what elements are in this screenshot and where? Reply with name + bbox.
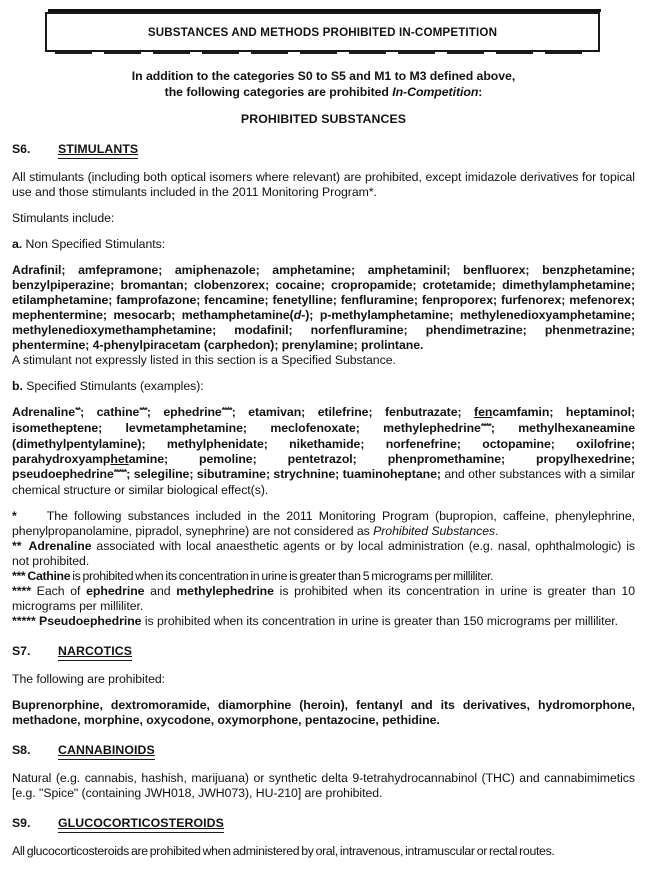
- banner-box: [45, 12, 600, 52]
- text-segment: amine; pemoline; pentetrazol; phenpromethamine; propylhexedrine; pseudoephedrine: [12, 452, 635, 481]
- s7-heading: [12, 644, 635, 661]
- s9-heading: [12, 816, 635, 833]
- intro-line-2: [12, 85, 635, 101]
- text-segment: camfamin; heptaminol; isometheptene; levmetamphetamine; meclofenoxate; methylephedrine: [12, 405, 635, 435]
- s9-paragraph: All glucocorticosteroids are prohibited when administered by oral, intravenous, intramuscular or rectal routes.: [12, 844, 555, 858]
- text-segment: ; selegiline; sibutramine; strychnine; tuaminoheptane;: [126, 467, 441, 481]
- s6-a-label: [12, 237, 635, 252]
- s6-b-substance-list: [12, 405, 635, 498]
- text-segment: Adrenaline: [12, 405, 76, 419]
- text-segment: and: [144, 584, 177, 598]
- intro-block: [12, 69, 635, 100]
- text-segment: Non Specified Stimulants:: [22, 237, 166, 251]
- s7-substance-list: Buprenorphine, dextromoramide, diamorphine (heroin), fentanyl and its derivatives, hydromorphone, methadone, morphine, oxycodone, oxymorphone, pentazocine, pethidine.: [12, 698, 635, 727]
- text-segment: *****: [113, 466, 127, 477]
- text-segment: Adrafinil; amfepramone; amiphenazole; amphetamine; amphetaminil; benfluorex; benzphetamine; benzylpiperazine; bromantan; clobenzorex; cocaine; cropropamide; crotetamide; dimethylamphetamine; etilamphetamine; famprofazone; fencamine; fenetylline; fenfluramine; fenproporex; furfenorex; mefenorex; mephentermine; mesocarb; methamphetamine(: [12, 263, 635, 322]
- text-segment: the following categories are prohibited: [164, 84, 393, 99]
- text-segment: and other substances with a similar chemical structure or similar biological effect(s).: [12, 467, 635, 497]
- s6-include-line: Stimulants include:: [12, 211, 115, 225]
- text-segment: .: [495, 524, 499, 538]
- text-segment: :: [478, 84, 483, 99]
- banner-title: SUBSTANCES AND METHODS PROHIBITED IN-COMPETITION: [147, 25, 498, 39]
- s8-section-number: S8.: [12, 743, 31, 757]
- text-segment: ; ephedrine: [146, 405, 222, 419]
- s7-section-title: NARCOTICS: [58, 644, 132, 661]
- s9-section-title: GLUCOCORTICOSTEROIDS: [58, 816, 224, 833]
- text-segment: Cathine: [27, 569, 71, 583]
- text-segment: ephedrine: [86, 584, 145, 598]
- text-segment: Specified Stimulants (examples):: [22, 379, 204, 393]
- text-segment: methylephedrine: [176, 584, 274, 598]
- footnotes-block: [12, 509, 635, 629]
- text-segment: ***: [139, 404, 147, 415]
- s8-paragraph: Natural (e.g. cannabis, hashish, marijuana) or synthetic delta 9-tetrahydrocannabinol (THC) and cannabimimetics [e.g. "Spice" (containing JWH018, JWH073), HU-210] are prohibited.: [12, 771, 635, 800]
- text-segment: ; methylhexaneamine (dimethylpentylamine); methylphenidate; nikethamide; norfenefrine; octopamine; oxilofrine; parahydroxyamp: [12, 421, 635, 466]
- text-segment: ; cathine: [80, 405, 140, 419]
- s8-section-title: CANNABINOIDS: [58, 743, 155, 760]
- s9-section-number: S9.: [12, 816, 31, 830]
- text-segment: b.: [12, 379, 23, 393]
- text-segment: *: [12, 509, 17, 523]
- s6-heading: [12, 142, 635, 159]
- text-segment: -); p-methylamphetamine; methylenedioxyamphetamine; methylenedioxymethamphetamine; modafinil; norfenfluramine; phendimetrazine; phenmetrazine; phentermine; 4-phenylpiracetam (carphedon); prenylamine; prolintane.: [12, 308, 635, 352]
- text-segment: The following substances included in the 2011 Monitoring Program (bupropion, caffeine, phenylephrine, phenylpropanolamine, pipradol, synephrine) are not considered as: [12, 509, 635, 538]
- prohibited-substances-heading: PROHIBITED SUBSTANCES: [240, 112, 407, 126]
- s6-a-substance-list: [12, 263, 635, 353]
- s6-intro-paragraph: All stimulants (including both optical isomers where relevant) are prohibited, except imidazole derivatives for topical use and those stimulants included in the 2011 Monitoring Program*.: [12, 170, 635, 199]
- text-segment: associated with local anaesthetic agents or by local administration (e.g. nasal, ophthalmologic) is not prohibited.: [12, 539, 635, 568]
- text-segment: ***: [12, 569, 28, 583]
- text-segment: is prohibited when its concentration in urine is greater than 10 micrograms per milliliter.: [12, 584, 635, 613]
- text-segment: Pseudoephedrine: [39, 614, 142, 628]
- text-segment: het: [110, 452, 129, 466]
- s6-section-title: STIMULANTS: [58, 142, 138, 159]
- s8-heading: [12, 743, 635, 760]
- s6-section-number: S6.: [12, 142, 31, 156]
- text-segment: is prohibited when its concentration in urine is greater than 150 micrograms per milliliter.: [141, 614, 619, 628]
- intro-line-1: In addition to the categories S0 to S5 and M1 to M3 defined above,: [131, 69, 516, 83]
- s6-a-note: A stimulant not expressly listed in this section is a Specified Substance.: [12, 353, 396, 367]
- text-segment: Adrenaline: [28, 539, 92, 553]
- text-segment: ****: [12, 584, 31, 598]
- text-segment: **: [75, 404, 81, 415]
- footnote-pseudoephedrine: [12, 614, 635, 629]
- text-segment: a.: [12, 237, 23, 251]
- text-segment: In-Competition: [392, 84, 479, 99]
- text-segment: *****: [12, 614, 40, 628]
- s7-section-number: S7.: [12, 644, 31, 658]
- text-segment: ****: [221, 404, 232, 415]
- text-segment: ****: [480, 420, 491, 431]
- footnote-cathine: [12, 569, 635, 584]
- footnote-ephedrine: [12, 584, 635, 614]
- footnote-adrenaline: [12, 539, 635, 569]
- tab-space: [17, 519, 47, 520]
- s7-intro-line: The following are prohibited:: [12, 672, 166, 686]
- text-segment: ; etamivan; etilefrine; fenbutrazate;: [231, 405, 475, 419]
- text-segment: Prohibited Substances: [373, 524, 496, 538]
- s6-b-label: [12, 379, 635, 394]
- text-segment: **: [12, 539, 22, 553]
- footnote-monitoring-program: [12, 509, 635, 539]
- text-segment: Each of: [30, 584, 87, 598]
- text-segment: fen: [474, 405, 493, 419]
- text-segment: is prohibited when its concentration in urine is greater than 5 micrograms per milliliter.: [70, 569, 494, 583]
- text-segment: d: [293, 308, 302, 322]
